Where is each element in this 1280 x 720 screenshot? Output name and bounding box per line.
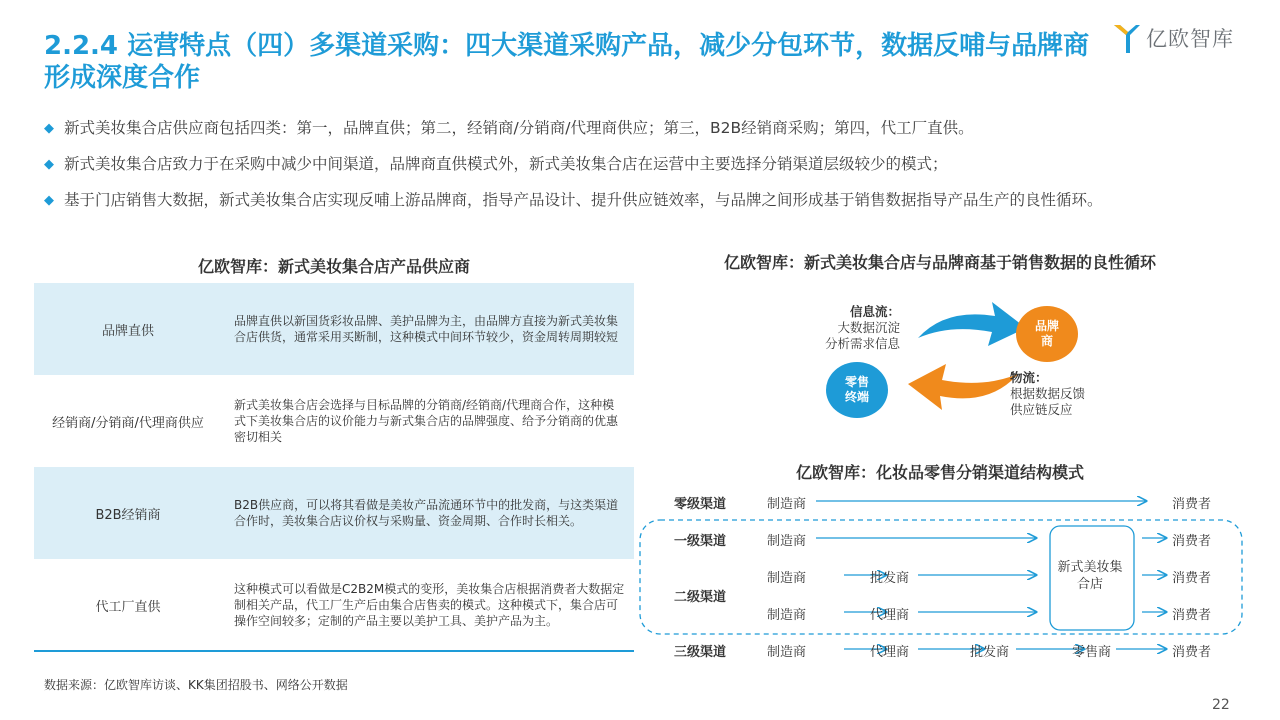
logistics-line: 根据数据反馈 (1010, 386, 1086, 401)
logistics-title: 物流： (1010, 370, 1048, 385)
supplier-desc: B2B供应商，可以将其看做是美妆产品流通环节中的批发商，与这类渠道合作时，美妆集合店议价权与采购量、资金周期、合作时长相关。 (234, 498, 619, 528)
level-0-label: 零级渠道 (674, 497, 727, 512)
supplier-type: 代工厂直供 (95, 599, 161, 615)
node-manufacturer: 制造商 (767, 608, 807, 623)
level-2-label: 二级渠道 (674, 590, 727, 605)
node-retailer: 零售商 (1072, 645, 1112, 660)
bullet-item (44, 118, 1244, 139)
diamond-icon: ◆ (44, 193, 54, 208)
yiou-logo-icon (1112, 21, 1142, 55)
node-manufacturer: 制造商 (767, 534, 807, 549)
logistics-line: 供应链反应 (1010, 402, 1073, 417)
node-consumer: 消费者 (1172, 608, 1212, 623)
cycle-title: 亿欧智库：新式美妆集合店与品牌商基于销售数据的良性循环 (723, 253, 1156, 272)
channel-lines (636, 488, 1248, 668)
brand-circle (1016, 306, 1078, 362)
info-flow-title: 信息流： (849, 304, 900, 319)
node-wholesaler: 批发商 (870, 571, 910, 586)
node-store: 新式美妆集合店 (1057, 560, 1123, 592)
supplier-type: 品牌直供 (101, 323, 154, 339)
node-consumer: 消费者 (1172, 571, 1212, 586)
logistics-label (1010, 370, 1120, 418)
table-row (34, 283, 634, 375)
table-row (34, 375, 634, 467)
logo-text: 亿欧智库 (1146, 27, 1234, 51)
supplier-type: B2B经销商 (95, 507, 161, 523)
supplier-type: 经销商/分销商/代理商供应 (52, 415, 204, 431)
bullet-item (44, 154, 1244, 175)
info-flow-arrow (918, 302, 1026, 346)
data-source: 数据来源：亿欧智库访谈、KK集团招股书、网络公开数据 (44, 678, 348, 692)
supplier-table-title: 亿欧智库：新式美妆集合店产品供应商 (197, 257, 470, 276)
info-flow-line: 分析需求信息 (824, 336, 900, 351)
logo (1112, 20, 1234, 56)
table-bottom-rule (34, 650, 634, 652)
dashed-region (640, 520, 1242, 634)
page-title: 2.2.4 运营特点（四）多渠道采购：四大渠道采购产品，减少分包环节，数据反哺与品牌商形成深度合作 (44, 31, 1090, 93)
diamond-icon: ◆ (44, 121, 54, 136)
table-row (34, 559, 634, 651)
page-number: 22 (1212, 697, 1230, 713)
supplier-desc: 品牌直供以新国货彩妆品牌、美护品牌为主，由品牌方直接为新式美妆集合店供货，通常采用买断制，这种模式中间环节较少，资金周转周期较短 (234, 314, 619, 344)
bullet-text: 新式美妆集合店致力于在采购中减少中间渠道，品牌商直供模式外，新式美妆集合店在运营中主要选择分销渠道层级较少的模式； (64, 155, 948, 173)
diamond-icon: ◆ (44, 157, 54, 172)
bullet-text: 基于门店销售大数据，新式美妆集合店实现反哺上游品牌商，指导产品设计、提升供应链效率，与品牌之间形成基于销售数据指导产品生产的良性循环。 (64, 191, 1103, 209)
bullet-item (44, 190, 1244, 211)
channel-title: 亿欧智库：化妆品零售分销渠道结构模式 (795, 463, 1084, 482)
logistics-arrow (908, 364, 1018, 410)
retail-label: 零售终端 (844, 375, 869, 404)
node-agent: 代理商 (870, 608, 910, 623)
supplier-table (34, 283, 634, 651)
node-manufacturer: 制造商 (767, 645, 807, 660)
bullet-text: 新式美妆集合店供应商包括四类：第一，品牌直供；第二，经销商/分销商/代理商供应；第三，B2B经销商采购；第四，代工厂直供。 (64, 119, 974, 137)
brand-label: 品牌商 (1034, 319, 1059, 348)
node-agent: 代理商 (870, 645, 910, 660)
level-1-label: 一级渠道 (674, 534, 727, 549)
supplier-desc: 新式美妆集合店会选择与目标品牌的分销商/经销商/代理商合作，这种模式下美妆集合店的议价能力与新式集合店的品牌强度、给予分销商的优惠密切相关 (234, 398, 619, 444)
supplier-desc: 这种模式可以看做是C2B2M模式的变形，美妆集合店根据消费者大数据定制相关产品，代工厂生产后由集合店售卖的模式。这种模式下，集合店可操作空间较多；定制的产品主要以美护工具、美护产品为主。 (234, 582, 625, 628)
table-row (34, 467, 634, 559)
node-consumer: 消费者 (1172, 534, 1212, 549)
node-consumer: 消费者 (1172, 645, 1212, 660)
retail-circle (826, 362, 888, 418)
info-flow-line: 大数据沉淀 (837, 320, 900, 335)
node-wholesaler: 批发商 (970, 645, 1010, 660)
node-consumer: 消费者 (1172, 497, 1212, 512)
level-3-label: 三级渠道 (674, 645, 727, 660)
info-flow-label (818, 304, 900, 352)
node-manufacturer: 制造商 (767, 497, 807, 512)
node-manufacturer: 制造商 (767, 571, 807, 586)
bullet-list (44, 118, 1244, 211)
